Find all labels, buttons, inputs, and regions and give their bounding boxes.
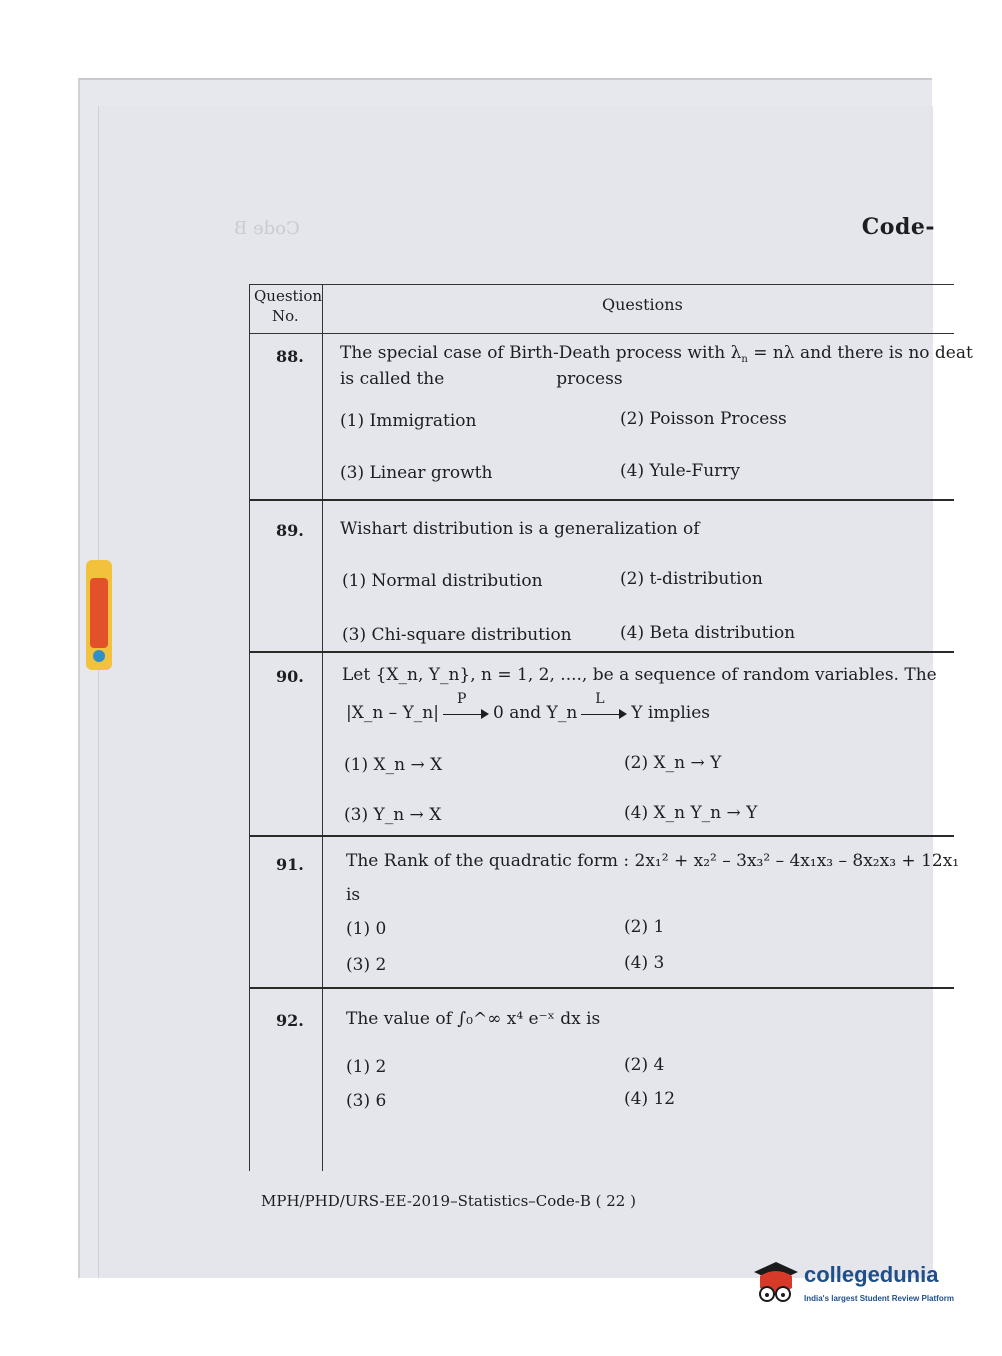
convergence-arrow: L	[581, 707, 627, 721]
option: (2) 1	[624, 917, 665, 937]
header-questions-label: Questions	[602, 295, 683, 314]
option: (2) Poisson Process	[620, 409, 787, 429]
question-text: Wishart distribution is a generalization of	[340, 519, 700, 539]
option: (1) 2	[346, 1057, 387, 1077]
scanned-page	[78, 78, 973, 1278]
bleed-through-header: Code B	[234, 218, 300, 239]
row-divider	[250, 651, 954, 653]
question-number: 88.	[276, 347, 304, 366]
row-divider	[250, 987, 954, 989]
option: (3) Linear growth	[340, 463, 493, 483]
option: (3) 2	[346, 955, 387, 975]
option: (3) Y_n → X	[344, 805, 442, 825]
option: (4) 3	[624, 953, 665, 973]
option: (1) 0	[346, 919, 387, 939]
option: (4) Beta distribution	[620, 623, 796, 643]
question-text-line2: is	[346, 885, 361, 905]
option: (4) Yule-Furry	[620, 461, 741, 481]
code-header: Code-	[861, 214, 935, 240]
question-text-line2: is called the process	[340, 369, 623, 389]
option: (1) Immigration	[340, 411, 477, 431]
question-text: The special case of Birth-Death process with $\lambda_n = n\lambda$ and there is no deat	[340, 343, 973, 365]
question-text: Let {X_n, Y_n}, n = 1, 2, ...., be a sequence of random variables. The	[342, 665, 937, 685]
option: (1) X_n → X	[344, 755, 443, 775]
option: (2) X_n → Y	[624, 753, 722, 773]
question-number: 89.	[276, 521, 304, 540]
option: (3) Chi-square distribution	[342, 625, 572, 645]
option: (4) 12	[624, 1089, 676, 1109]
side-sticker-logo	[86, 560, 112, 670]
page-inner	[98, 106, 973, 1278]
convergence-arrow: P	[443, 707, 489, 721]
question-text-line2: |X_n – Y_n| P 0 and Y_n L Y implies	[346, 690, 710, 723]
header-question-label: Question	[254, 287, 323, 305]
question-text: The value of ∫₀^∞ x⁴ e⁻ˣ dx is	[346, 1009, 601, 1029]
row-divider	[250, 835, 954, 837]
header-no-label: No.	[272, 307, 299, 325]
column-divider	[322, 285, 323, 1171]
header-divider	[250, 333, 954, 334]
graduate-mascot-icon	[748, 1258, 802, 1314]
option: (4) X_n Y_n → Y	[624, 803, 758, 823]
question-number: 90.	[276, 667, 304, 686]
question-number: 91.	[276, 855, 304, 874]
page-footer: MPH/PHD/URS-EE-2019–Statistics–Code-B ( 22 )	[261, 1192, 636, 1210]
question-text: The Rank of the quadratic form : 2x₁² + x₂² – 3x₃² – 4x₁x₃ – 8x₂x₃ + 12x₁	[346, 851, 960, 871]
option: (2) t-distribution	[620, 569, 763, 589]
question-table	[249, 284, 973, 1171]
question-number: 92.	[276, 1011, 304, 1030]
collegedunia-brand[interactable]	[748, 1258, 978, 1318]
brand-tagline: India's largest Student Review Platform	[804, 1294, 954, 1303]
row-divider	[250, 499, 954, 501]
option: (1) Normal distribution	[342, 571, 543, 591]
option: (2) 4	[624, 1055, 665, 1075]
option: (3) 6	[346, 1091, 387, 1111]
brand-name: collegedunia	[804, 1262, 939, 1287]
